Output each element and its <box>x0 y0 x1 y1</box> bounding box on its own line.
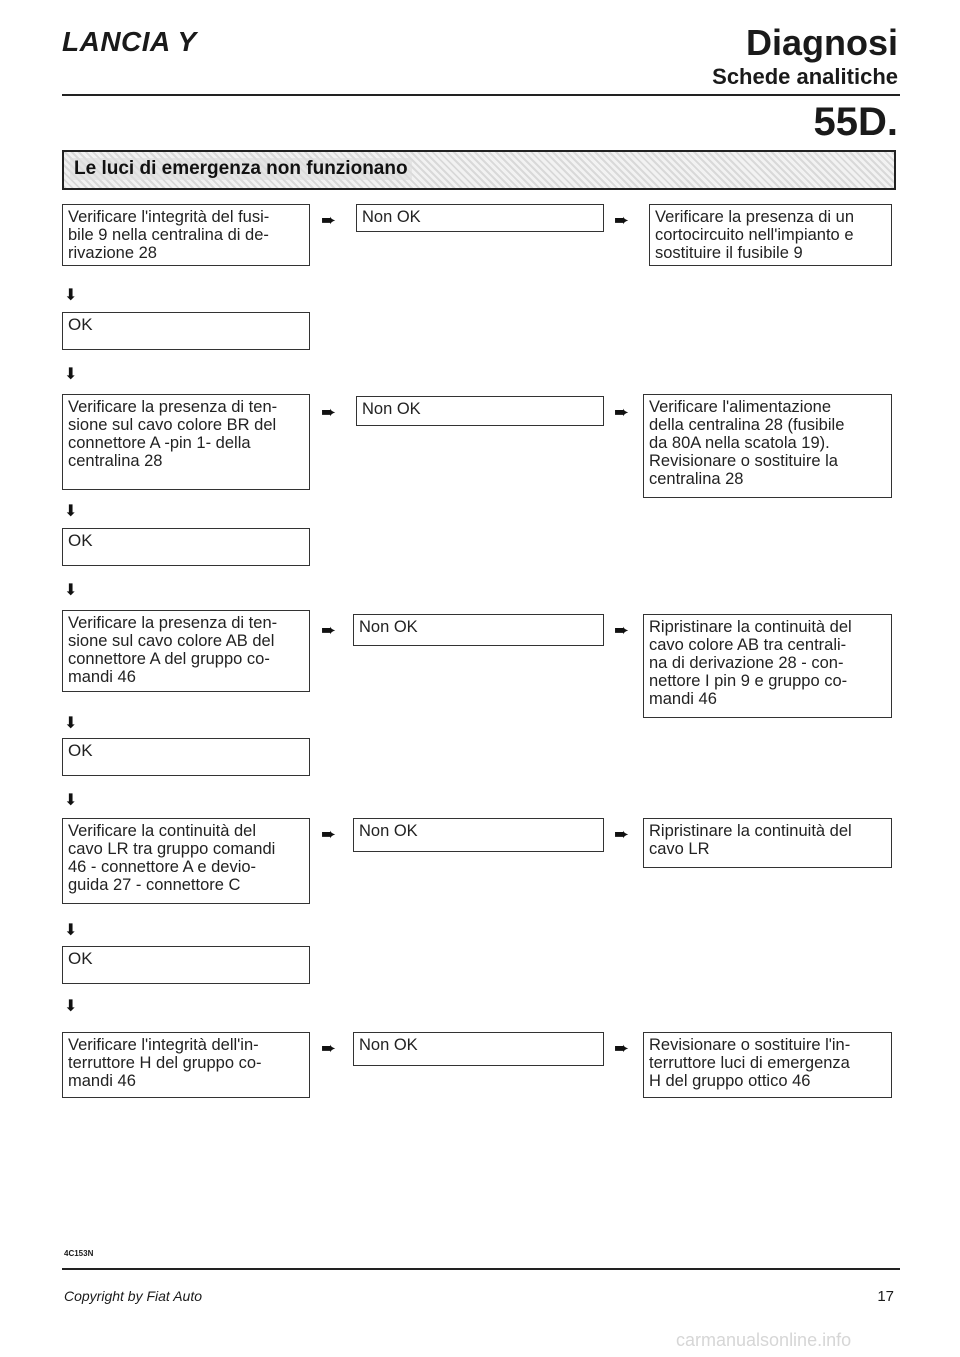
brand-title: LANCIA Y <box>62 26 197 57</box>
arrow-right-icon: ➨ <box>321 402 337 423</box>
notok-box-1: Non OK <box>356 204 604 232</box>
action-box-4: Ripristinare la continuità del cavo LR <box>643 818 892 868</box>
check-box-5: Verificare l'integrità dell'in- terruttore H del gruppo co- mandi 46 <box>62 1032 310 1098</box>
page-number: 17 <box>877 1288 894 1305</box>
fault-banner <box>62 150 896 190</box>
ok-box-2: OK <box>62 528 310 566</box>
notok-box-5: Non OK <box>353 1032 604 1066</box>
check-box-4: Verificare la continuità del cavo LR tra gruppo comandi 46 - connettore A e devio- guida 27 - connettore C <box>62 818 310 904</box>
section-subtitle: Schede analitiche <box>712 64 898 89</box>
ok-box-3: OK <box>62 738 310 776</box>
arrow-right-icon: ➨ <box>321 620 337 641</box>
arrow-right-icon: ➨ <box>614 824 630 845</box>
arrow-down-icon: ⬇ <box>64 501 78 520</box>
check-box-2: Verificare la presenza di ten- sione sul cavo colore BR del connettore A -pin 1- della centralina 28 <box>62 394 310 490</box>
arrow-right-icon: ➨ <box>321 824 337 845</box>
fault-banner-text: Le luci di emergenza non funzionano <box>70 158 412 180</box>
arrow-right-icon: ➨ <box>614 1038 630 1059</box>
footer-rule <box>62 1268 900 1270</box>
arrow-right-icon: ➨ <box>321 210 337 231</box>
action-box-2: Verificare l'alimentazione della centralina 28 (fusibile da 80A nella scatola 19). Revisionare o sostituire la centralina 28 <box>643 394 892 498</box>
notok-box-4: Non OK <box>353 818 604 852</box>
arrow-down-icon: ⬇ <box>64 790 78 809</box>
arrow-down-icon: ⬇ <box>64 364 78 383</box>
figure-code: 4C153N <box>64 1249 94 1258</box>
ok-box-1: OK <box>62 312 310 350</box>
watermark: carmanualsonline.info <box>676 1330 852 1350</box>
arrow-down-icon: ⬇ <box>64 285 78 304</box>
arrow-down-icon: ⬇ <box>64 580 78 599</box>
arrow-right-icon: ➨ <box>321 1038 337 1059</box>
ok-box-4: OK <box>62 946 310 984</box>
arrow-right-icon: ➨ <box>614 402 630 423</box>
check-box-3: Verificare la presenza di ten- sione sul cavo colore AB del connettore A del gruppo co- mandi 46 <box>62 610 310 692</box>
arrow-right-icon: ➨ <box>614 210 630 231</box>
arrow-down-icon: ⬇ <box>64 996 78 1015</box>
action-box-5: Revisionare o sostituire l'in- terruttore luci di emergenza H del gruppo ottico 46 <box>643 1032 892 1098</box>
header-rule <box>62 94 900 96</box>
action-box-3: Ripristinare la continuità del cavo colore AB tra centrali- na di derivazione 28 - con- nettore I pin 9 e gruppo co- mandi 46 <box>643 614 892 718</box>
arrow-right-icon: ➨ <box>614 620 630 641</box>
arrow-down-icon: ⬇ <box>64 920 78 939</box>
notok-box-2: Non OK <box>356 396 604 426</box>
notok-box-3: Non OK <box>353 614 604 646</box>
section-code: 55D. <box>813 100 898 144</box>
copyright-text: Copyright by Fiat Auto <box>64 1288 202 1304</box>
check-box-1: Verificare l'integrità del fusi- bile 9 nella centralina di de- rivazione 28 <box>62 204 310 266</box>
section-title: Diagnosi <box>745 22 898 63</box>
arrow-down-icon: ⬇ <box>64 713 78 732</box>
action-box-1: Verificare la presenza di un cortocircuito nell'impianto e sostituire il fusibile 9 <box>649 204 892 266</box>
